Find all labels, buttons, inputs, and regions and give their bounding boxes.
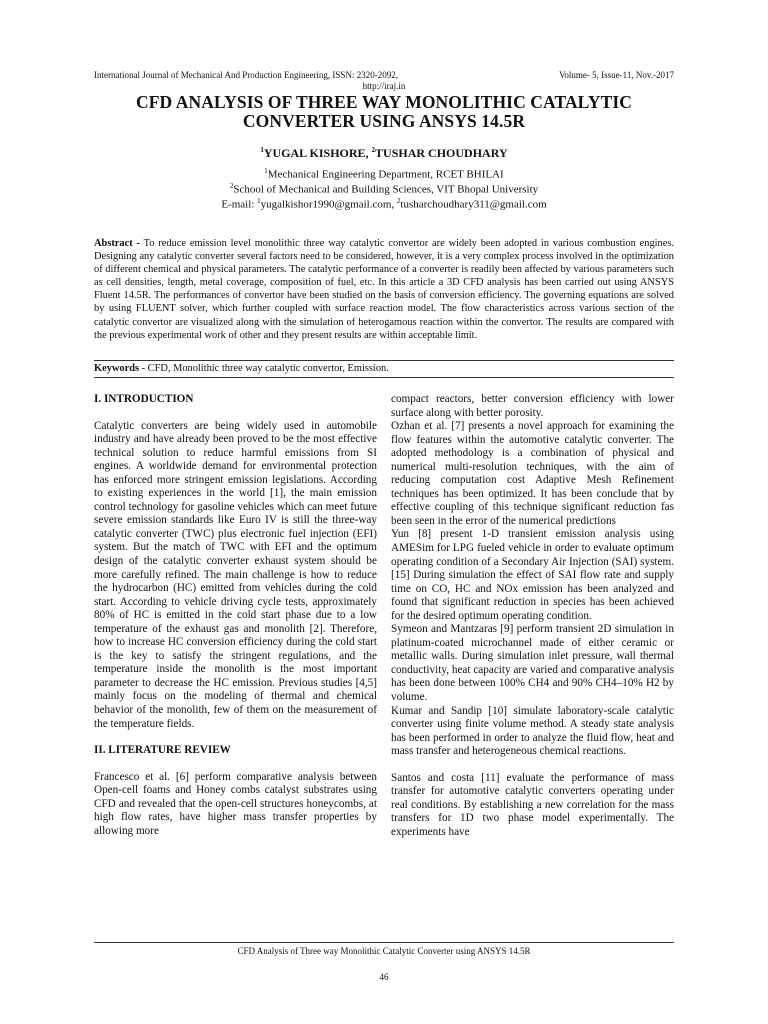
email-prefix: E-mail:	[221, 198, 258, 211]
affiliation-2	[94, 182, 674, 196]
literature-paragraph-symeon: Symeon and Mantzaras [9] perform transient 2D simulation in platinum-coated microchannel made of either ceramic or metallic walls. During simulation inlet pressure, wall thermal conductivity, heat capacity are varied and comparative analysis has been done between 100% CH4 and 90% CH4–10% H2 by volume.	[391, 623, 674, 704]
abstract-label: Abstract -	[94, 238, 140, 249]
author-1-marker: 1	[260, 146, 264, 154]
affiliation-1	[94, 167, 674, 181]
volume-info: Volume- 5, Issue-11, Nov.-2017	[559, 70, 674, 80]
left-column	[94, 393, 377, 838]
literature-paragraph-ozhan: Ozhan et al. [7] presents a novel approach for examining the flow features within the automotive catalytic converter. The adopted methodology is a combination of physical and numerical multi-resolution techniques, with the aim of reducing computation cost Adaptive Mesh Refinement techniques has been optimized. It has been conclude that by effective coupling of this technique significant reduction fas been seen in the error of the numerical predictions	[391, 420, 674, 527]
keywords-top-rule	[94, 360, 674, 361]
page-number: 46	[379, 972, 389, 982]
keywords	[94, 363, 674, 374]
email-line	[94, 197, 674, 211]
author-line	[94, 146, 674, 161]
email-2-marker: 2	[396, 197, 401, 205]
journal-url: http://iraj.in	[362, 81, 406, 91]
email-2[interactable]: tusharchoudhary311@gmail.com	[400, 198, 547, 211]
keywords-text: - CFD, Monolithic three way catalytic convertor, Emission.	[139, 363, 389, 374]
email-1[interactable]: yugalkishor1990@gmail.com,	[260, 198, 397, 211]
affiliation-2-marker: 2	[229, 182, 234, 190]
literature-paragraph-1-cont: compact reactors, better conversion efficiency with lower surface along with better porosity.	[391, 393, 674, 419]
right-column	[391, 393, 674, 840]
abstract	[94, 237, 674, 342]
email-1-marker: 1	[257, 197, 261, 205]
running-footer: CFD Analysis of Three way Monolithic Catalytic Converter using ANSYS 14.5R	[237, 946, 531, 956]
literature-paragraph-kumar: Kumar and Sandip [10] simulate laboratory-scale catalytic converter using finite volume method. A steady state analysis has been performed in order to analyze the fluid flow, heat and mass transfer and heterogeneous chemical reactions.	[391, 704, 674, 758]
literature-paragraph-1: Francesco et al. [6] perform comparative analysis between Open-cell foams and Honey combs catalyst substrates using CFD and revealed that the open-cell structures honeycombs, at high flow rates, have higher mass transfer properties by allowing more	[94, 770, 377, 837]
literature-paragraph-yun: Yun [8] present 1-D transient emission analysis using AMESim for LPG fueled vehicle in order to evaluate optimum operating condition of a Secondary Air Injection (SAI) system. [15] During simulation the effect of SAI flow rate and supply time on CO, HC and NOx emission has been analyzed and found that significant reduction in species has been achieved for the desired optimum operating condition.	[391, 528, 674, 622]
affiliation-1-text: Mechanical Engineering Department, RCET BHILAI	[267, 168, 504, 181]
author-2-marker: 2	[371, 146, 376, 154]
keywords-bottom-rule	[94, 377, 674, 378]
introduction-heading: I. INTRODUCTION	[94, 393, 194, 405]
author-1: YUGAL KISHORE,	[263, 146, 372, 160]
abstract-text: To reduce emission level monolithic three way catalytic convertor are widely been adopted in various combustion engines. Designing any catalytic converter several factors need to be considered, however, it is a very complex process involved in the optimization of different chemical and physical parameters. The catalytic performance of a converter is readily been affected by various parameters such as cell densities, length, metal coverage, composition of fuel, etc. In this article a 3D CFD analysis has been carried out using ANSYS Fluent 14.5R. The performances of convertor have been studied on the basis of conversion efficiency. The governing equations are solved by using FLUENT solver, which further coupled with surface reaction model. The flow characteristics across various section of the catalytic convertor are visualized along with the simulation of heterogamous reaction within the convertor. The results are compared with the previous experimental work of other and they present results are within acceptable limit.	[94, 238, 674, 341]
journal-name: International Journal of Mechanical And Production Engineering, ISSN: 2320-2092,	[94, 70, 398, 80]
literature-paragraph-santos: Santos and costa [11] evaluate the performance of mass transfer for automotive catalytic converters operating under real conditions. By establishing a new correlation for the mass transfers for 1D two phase model experimentally. The experiments have	[391, 771, 674, 838]
introduction-paragraph: Catalytic converters are being widely used in automobile industry and have already been proved to be the most effective technical solution to reduce harmful emissions from SI engines. A worldwide demand for environmental protection has enforced more stringent emission legislations. According to existing experiences in the world [1], the main emission control technology for gasoline vehicles which can meet future severe emission standards like Euro IV is still the three-way catalytic converter (TWC) plus electronic fuel injection (EFI) system. But the match of TWC with EFI and the optimum design of the catalytic converter exhaust system should be more carefully refined. The main challenge is how to reduce the hydrocarbon (HC) emitted from vehicles during the cold start. According to vehicle driving cycle tests, approximately 80% of HC is emitted in the cold start phase due to a low temperature of the exhaust gas and monolith [2]. Therefore, how to increase HC conversion efficiency during the cold start is the key to satisfy the stringent regulations, and the temperature inside the monolith is the most important parameter to decrease the HC emission. Previous studies [4,5] mainly focus on the modeling of thermal and chemical behavior of the monolith, few of them on the measurement of the temperature fields.	[94, 419, 377, 730]
literature-review-heading: II. LITERATURE REVIEW	[94, 744, 231, 757]
paper-title: CFD ANALYSIS OF THREE WAY MONOLITHIC CATALYTIC CONVERTER USING ANSYS 14.5R	[135, 92, 633, 131]
affiliation-1-marker: 1	[264, 167, 268, 175]
author-2: TUSHAR CHOUDHARY	[375, 146, 508, 160]
footer-rule	[94, 942, 674, 943]
affiliation-2-text: School of Mechanical and Building Sciences, VIT Bhopal University	[233, 183, 539, 196]
keywords-label: Keywords	[94, 363, 140, 374]
